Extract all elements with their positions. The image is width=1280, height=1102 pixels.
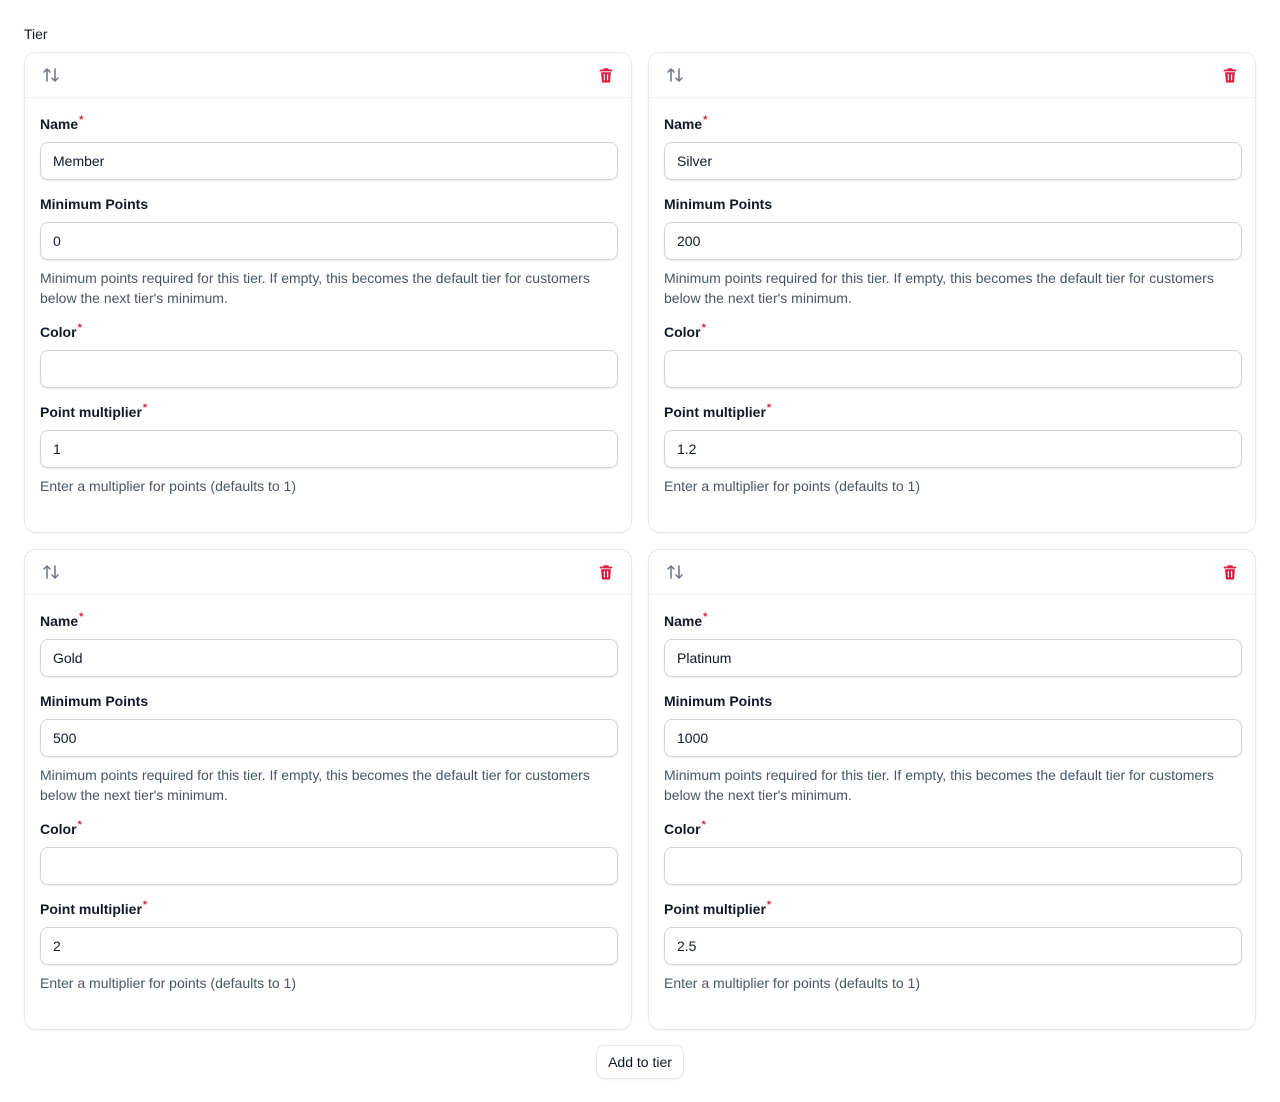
- required-mark: *: [701, 322, 706, 334]
- trash-icon[interactable]: [595, 64, 617, 86]
- point-multiplier-input[interactable]: [664, 430, 1242, 468]
- section-label: Tier: [24, 26, 48, 42]
- required-mark: *: [79, 114, 84, 126]
- name-input[interactable]: [664, 142, 1242, 180]
- required-mark: *: [766, 402, 772, 414]
- tier-card-header: [25, 53, 631, 98]
- color-input[interactable]: [40, 847, 618, 885]
- minimum-points-input[interactable]: [664, 719, 1242, 757]
- tier-card: [24, 549, 632, 1030]
- tier-grid: [24, 52, 1256, 1030]
- minimum-points-help: Minimum points required for this tier. If empty, this becomes the default tier for customers below the next tier's minimum.: [40, 767, 590, 803]
- name-label: Name *: [40, 114, 84, 132]
- point-multiplier-help: Enter a multiplier for points (defaults to 1): [40, 975, 297, 991]
- color-label: Color *: [664, 819, 706, 837]
- required-mark: *: [142, 899, 148, 911]
- name-label: Name *: [664, 114, 708, 132]
- required-mark: *: [766, 899, 772, 911]
- point-multiplier-input[interactable]: [40, 430, 618, 468]
- tier-card-header: [649, 550, 1255, 595]
- point-multiplier-label: Point multiplier *: [40, 402, 148, 420]
- name-input[interactable]: [40, 142, 618, 180]
- point-multiplier-label: Point multiplier *: [664, 899, 772, 917]
- arrow-up-down-icon[interactable]: [664, 64, 686, 86]
- point-multiplier-help: Enter a multiplier for points (defaults to 1): [664, 975, 921, 991]
- name-label: Name *: [40, 611, 84, 629]
- minimum-points-label: Minimum Points: [664, 693, 773, 709]
- minimum-points-input[interactable]: [664, 222, 1242, 260]
- minimum-points-label: Minimum Points: [664, 196, 773, 212]
- tier-card: [648, 549, 1256, 1030]
- color-label: Color *: [664, 322, 706, 340]
- arrow-up-down-icon[interactable]: [40, 561, 62, 583]
- minimum-points-label: Minimum Points: [40, 693, 149, 709]
- point-multiplier-help: Enter a multiplier for points (defaults to 1): [40, 478, 297, 494]
- minimum-points-input[interactable]: [40, 719, 618, 757]
- required-mark: *: [77, 322, 82, 334]
- color-label: Color *: [40, 819, 82, 837]
- point-multiplier-input[interactable]: [664, 927, 1242, 965]
- required-mark: *: [142, 402, 148, 414]
- color-input[interactable]: [664, 350, 1242, 388]
- arrow-up-down-icon[interactable]: [40, 64, 62, 86]
- trash-icon[interactable]: [595, 561, 617, 583]
- tier-card-header: [25, 550, 631, 595]
- color-input[interactable]: [664, 847, 1242, 885]
- point-multiplier-input[interactable]: [40, 927, 618, 965]
- tier-card: [24, 52, 632, 533]
- required-mark: *: [703, 114, 708, 126]
- point-multiplier-help: Enter a multiplier for points (defaults to 1): [664, 478, 921, 494]
- minimum-points-input[interactable]: [40, 222, 618, 260]
- minimum-points-help: Minimum points required for this tier. If empty, this becomes the default tier for customers below the next tier's minimum.: [664, 270, 1214, 306]
- minimum-points-help: Minimum points required for this tier. If empty, this becomes the default tier for customers below the next tier's minimum.: [664, 767, 1214, 803]
- add-action-row: [0, 1045, 1280, 1079]
- add-tier-button[interactable]: Add to tier: [596, 1045, 684, 1079]
- tier-card: [648, 52, 1256, 533]
- required-mark: *: [703, 611, 708, 623]
- name-input[interactable]: [40, 639, 618, 677]
- color-input[interactable]: [40, 350, 618, 388]
- minimum-points-label: Minimum Points: [40, 196, 149, 212]
- trash-icon[interactable]: [1219, 64, 1241, 86]
- point-multiplier-label: Point multiplier *: [40, 899, 148, 917]
- trash-icon[interactable]: [1219, 561, 1241, 583]
- minimum-points-help: Minimum points required for this tier. If empty, this becomes the default tier for customers below the next tier's minimum.: [40, 270, 590, 306]
- tier-card-header: [649, 53, 1255, 98]
- arrow-up-down-icon[interactable]: [664, 561, 686, 583]
- point-multiplier-label: Point multiplier *: [664, 402, 772, 420]
- name-label: Name *: [664, 611, 708, 629]
- required-mark: *: [701, 819, 706, 831]
- name-input[interactable]: [664, 639, 1242, 677]
- required-mark: *: [77, 819, 82, 831]
- required-mark: *: [79, 611, 84, 623]
- color-label: Color *: [40, 322, 82, 340]
